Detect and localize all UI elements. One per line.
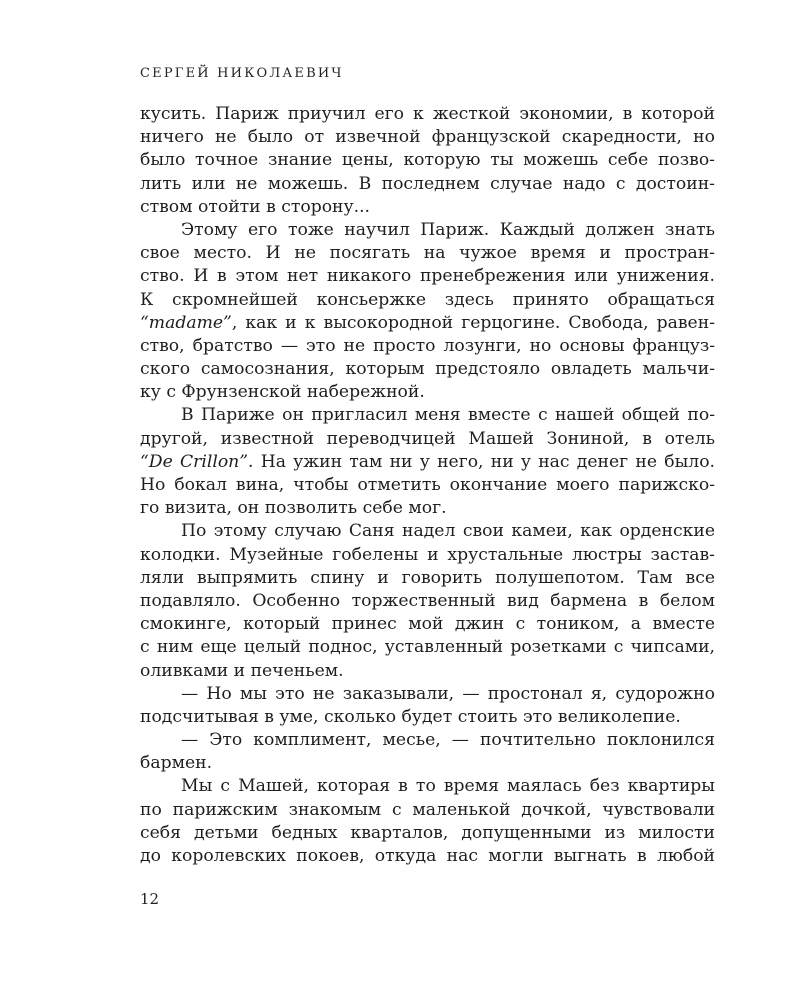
text-line: подсчитывая в уме, сколько будет стоить это великолепие.	[140, 706, 681, 727]
body-text	[140, 103, 715, 868]
page-number: 12	[140, 890, 160, 908]
text-line: К скромнейшей консьержке здесь принято обращаться	[140, 289, 715, 310]
text-line: ского самосознания, которым предстояло овладеть мальчи-	[140, 359, 715, 380]
text-line: ством отойти в сторону...	[140, 196, 371, 217]
text-line: лить или не можешь. В последнем случае надо с достоин-	[140, 173, 715, 194]
text-line: кусить. Париж приучил его к жесткой экономии, в которой	[140, 104, 715, 124]
text-line: ляли выпрямить спину и говорить полушепотом. Там все	[140, 567, 715, 588]
text-line: до королевских покоев, откуда нас могли выгнать в любой	[140, 846, 715, 866]
text-line: В Париже он пригласил меня вместе с нашей общей по-	[181, 405, 715, 426]
text-line: По этому случаю Саня надел свои камеи, как орденские	[181, 521, 715, 542]
text-line: ство, братство — это не просто лозунги, но основы француз-	[140, 335, 715, 356]
text-line: подавляло. Особенно торжественный вид бармена в белом	[140, 590, 715, 611]
text-line: другой, известной переводчицей Машей Зониной, в отель	[140, 428, 715, 449]
text-line: Этому его тоже научил Париж. Каждый должен знать	[181, 219, 715, 240]
running-head: СЕРГЕЙ НИКОЛАЕВИЧ	[140, 66, 344, 81]
text-line: свое место. И не посягать на чужое время и простран-	[140, 243, 715, 264]
text-line: ничего не было от извечной французской скаредности, но	[140, 127, 715, 148]
text-line: колодки. Музейные гобелены и хрустальные люстры застав-	[140, 544, 715, 565]
text-line: с ним еще целый поднос, уставленный розетками с чипсами,	[140, 637, 715, 658]
text-line: “madame”, как и к высокородной герцогине. Свобода, равен-	[140, 312, 715, 333]
text-line: ку с Фрунзенской набережной.	[140, 382, 425, 403]
text-line: по парижским знакомым с маленькой дочкой, чувствовали	[140, 799, 715, 820]
text-line: оливками и печеньем.	[140, 660, 344, 681]
text-line: бармен.	[140, 753, 213, 774]
text-line: Но бокал вина, чтобы отметить окончание моего парижско-	[140, 475, 715, 495]
text-line: го визита, он позволить себе мог.	[140, 498, 447, 519]
text-line: Мы с Машей, которая в то время маялась без квартиры	[181, 776, 715, 797]
text-line: — Это комплимент, месье, — почтительно поклонился	[181, 730, 715, 751]
text-line: “De Crillon”. На ужин там ни у него, ни у нас денег не было.	[140, 451, 715, 472]
text-line: себя детьми бедных кварталов, допущенными из милости	[140, 822, 715, 843]
text-line: смокинге, который принес мой джин с тоником, а вместе	[140, 614, 715, 635]
text-line: было точное знание цены, которую ты можешь себе позво-	[140, 150, 715, 171]
text-line: ство. И в этом нет никакого пренебрежения или унижения.	[140, 266, 715, 287]
text-line: — Но мы это не заказывали, — простонал я, судорожно	[181, 683, 715, 704]
